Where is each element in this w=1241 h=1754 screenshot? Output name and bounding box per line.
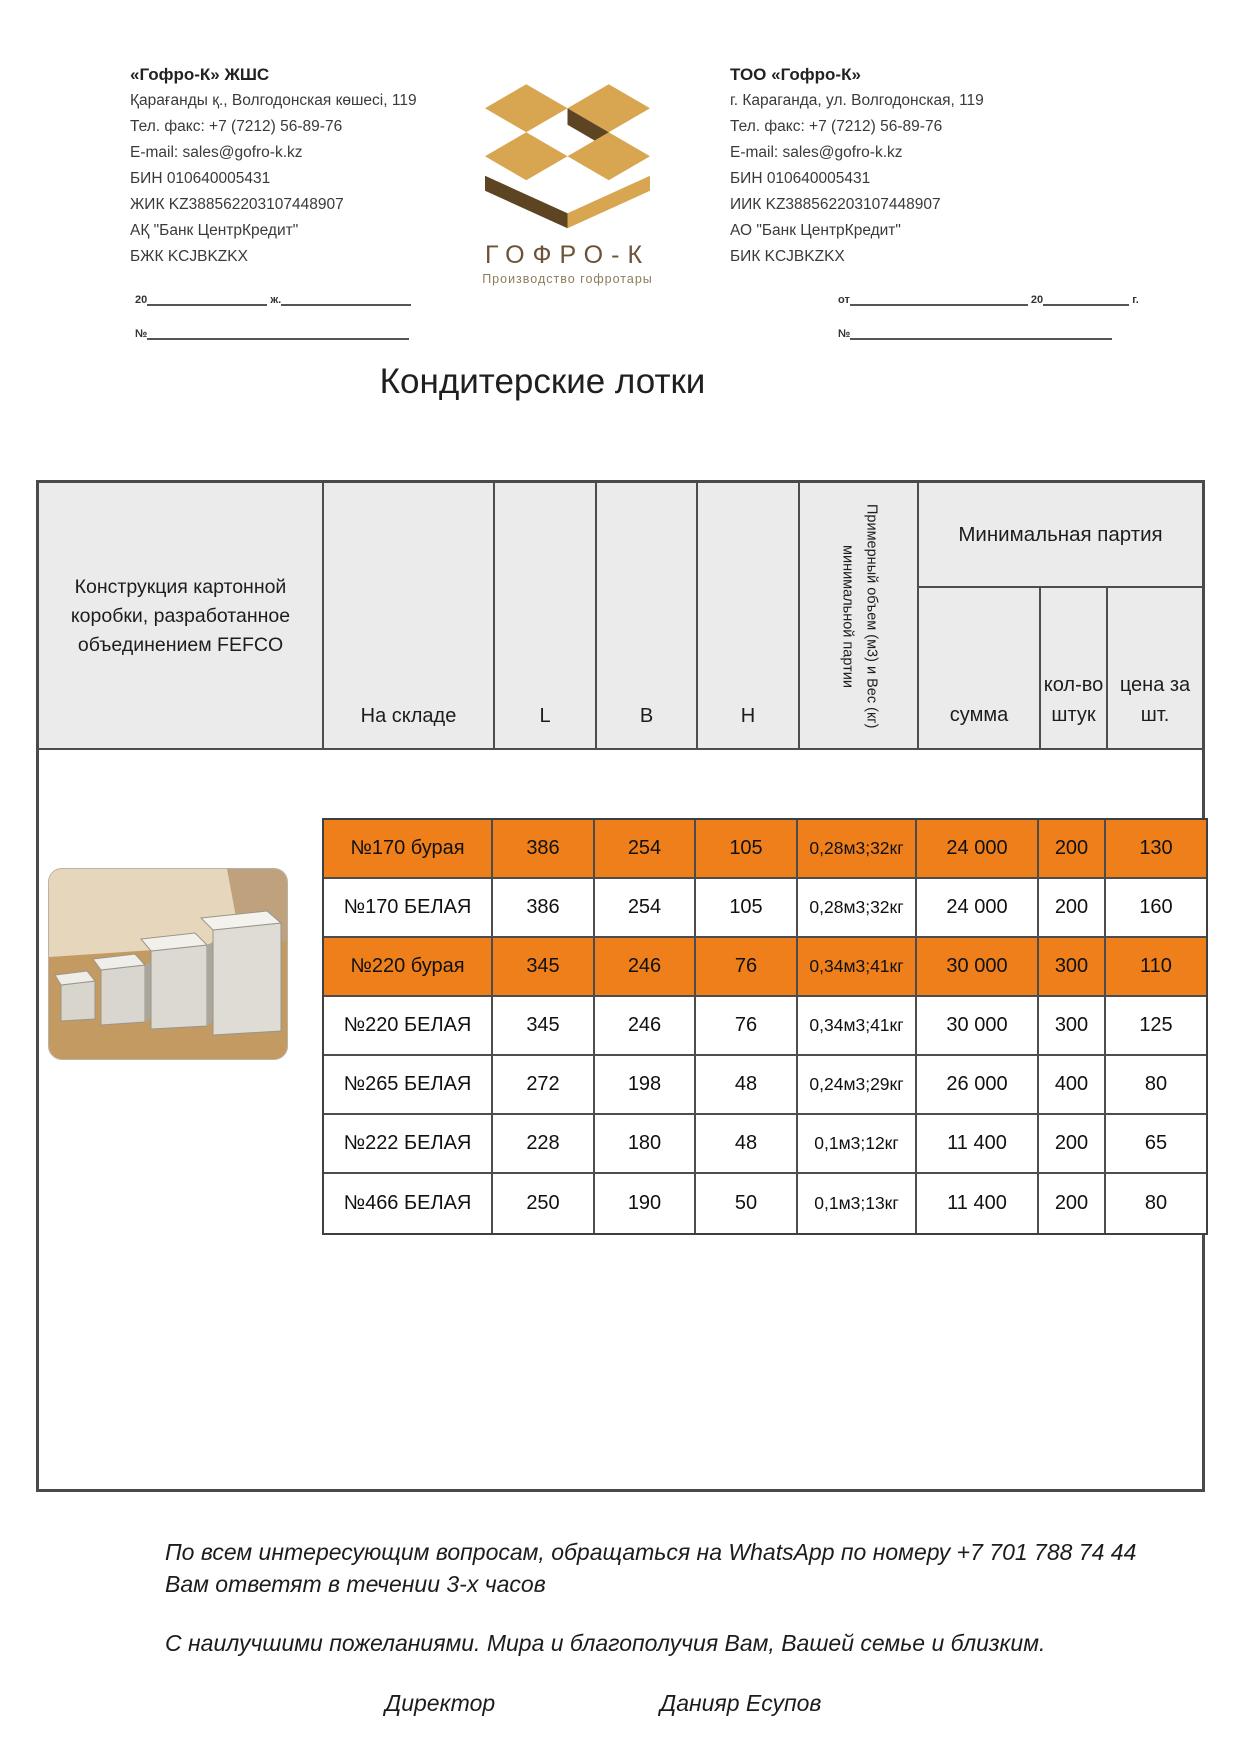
table-rows bbox=[322, 818, 1208, 1235]
cell-name: №170 бурая bbox=[324, 820, 493, 879]
cell-l: 228 bbox=[493, 1115, 595, 1174]
header-volume bbox=[798, 483, 917, 750]
cell-price: 80 bbox=[1144, 1192, 1168, 1214]
cell-h: 105 bbox=[696, 820, 798, 879]
cell-sum: 11 400 bbox=[917, 1174, 1039, 1233]
number-line-left bbox=[135, 328, 409, 340]
company-name-right: ТОО «Гофро-К» bbox=[730, 65, 861, 84]
company-info-right bbox=[730, 62, 1070, 270]
number-blank-line bbox=[147, 330, 409, 340]
cell-qty: 200 bbox=[1039, 879, 1106, 938]
cardboard-trays-image bbox=[49, 869, 288, 1060]
footer-wish: С наилучшими пожеланиями. Мира и благополучия Вам, Вашей семье и близким. bbox=[165, 1630, 1046, 1656]
header-construction: Конструкция картонной коробки, разработанное объединением FEFCO bbox=[70, 576, 291, 656]
cell-price: 160 bbox=[1106, 879, 1206, 938]
cell-price: 130 bbox=[1106, 820, 1206, 879]
logo-tagline: Производство гофротары bbox=[482, 272, 653, 286]
cell-vol: 0,1м3;12кг bbox=[798, 1115, 917, 1174]
company-account-right: ИИК KZ388562203107448907 bbox=[730, 196, 941, 213]
cell-qty: 200 bbox=[1039, 1174, 1106, 1233]
company-phone-right: Тел. факс: +7 (7212) 56-89-76 bbox=[730, 118, 943, 135]
product-photo bbox=[48, 868, 288, 1060]
company-phone-left: Тел. факс: +7 (7212) 56-89-76 bbox=[130, 118, 343, 135]
table-row bbox=[324, 1174, 1206, 1233]
date-year-suffix-left: ж. bbox=[270, 294, 282, 306]
cell-h: 76 bbox=[696, 997, 798, 1056]
table-header bbox=[39, 483, 1202, 750]
cell-b: 180 bbox=[595, 1115, 696, 1174]
cell-name: №265 БЕЛАЯ bbox=[324, 1056, 493, 1115]
table-row bbox=[324, 997, 1206, 1056]
date-from-right: от bbox=[838, 294, 850, 306]
cell-sum: 30 000 bbox=[917, 938, 1039, 997]
company-bank-left: АҚ "Банк ЦентрКредит" bbox=[130, 222, 299, 239]
cell-b: 246 bbox=[595, 997, 696, 1056]
cell-sum: 11 400 bbox=[917, 1115, 1039, 1174]
cell-h: 48 bbox=[696, 1056, 798, 1115]
cell-b: 254 bbox=[595, 820, 696, 879]
company-bin-left: БИН 010640005431 bbox=[130, 170, 271, 187]
footer-line-2: Вам ответят в течении 3-х часов bbox=[165, 1571, 546, 1597]
signature-name: Данияр Есупов bbox=[660, 1690, 822, 1716]
cell-b: 190 bbox=[595, 1174, 696, 1233]
date-blank-line bbox=[850, 296, 1028, 306]
cell-sum: 30 000 bbox=[917, 997, 1039, 1056]
table-row bbox=[324, 1056, 1206, 1115]
company-info-left bbox=[130, 62, 460, 270]
cell-vol: 0,34м3;41кг bbox=[798, 938, 917, 997]
cell-l: 345 bbox=[493, 938, 595, 997]
header-min-batch: Минимальная партия bbox=[917, 483, 1202, 588]
cell-sum: 24 000 bbox=[917, 820, 1039, 879]
cell-l: 386 bbox=[493, 820, 595, 879]
cell-b: 198 bbox=[595, 1056, 696, 1115]
cell-qty: 200 bbox=[1039, 820, 1106, 879]
cell-vol: 0,1м3;13кг bbox=[798, 1174, 917, 1233]
header-qty: кол-во штук bbox=[1039, 588, 1106, 750]
company-name-left: «Гофро-К» ЖШС bbox=[130, 65, 270, 84]
cell-vol: 0,28м3;32кг bbox=[798, 879, 917, 938]
cell-sum: 26 000 bbox=[917, 1056, 1039, 1115]
cell-h: 76 bbox=[696, 938, 798, 997]
footer-note bbox=[165, 1536, 1145, 1600]
header-dim-l: L bbox=[493, 483, 595, 750]
signature-role: Директор bbox=[385, 1690, 496, 1716]
cell-h: 48 bbox=[696, 1115, 798, 1174]
cell-name: №220 БЕЛАЯ bbox=[324, 997, 493, 1056]
company-address-left: Қарағанды қ., Волгодонская көшесі, 119 bbox=[130, 92, 417, 109]
cell-b: 246 bbox=[595, 938, 696, 997]
company-address-right: г. Караганда, ул. Волгодонская, 119 bbox=[730, 92, 984, 109]
cell-price: 65 bbox=[1106, 1115, 1206, 1174]
cell-price: 110 bbox=[1106, 938, 1206, 997]
header-sum: сумма bbox=[917, 588, 1039, 750]
cell-h: 50 bbox=[696, 1174, 798, 1233]
table-row bbox=[324, 879, 1206, 938]
cell-name: №170 БЕЛАЯ bbox=[324, 879, 493, 938]
number-prefix-left: № bbox=[135, 328, 148, 340]
cell-vol: 0,28м3;32кг bbox=[798, 820, 917, 879]
cell-qty: 400 bbox=[1039, 1056, 1106, 1115]
logo bbox=[440, 52, 695, 286]
date-year-prefix-left: 20 bbox=[135, 294, 148, 306]
cell-sum: 24 000 bbox=[917, 879, 1039, 938]
company-bik-left: БЖК KCJBKZKX bbox=[130, 248, 248, 265]
header-dim-b: B bbox=[595, 483, 696, 750]
cell-qty: 300 bbox=[1039, 938, 1106, 997]
company-email-right: E-mail: sales@gofro-k.kz bbox=[730, 144, 903, 161]
date-blank-line bbox=[281, 296, 411, 306]
company-bin-right: БИН 010640005431 bbox=[730, 170, 871, 187]
cell-l: 250 bbox=[493, 1174, 595, 1233]
cell-name: №466 БЕЛАЯ bbox=[324, 1174, 493, 1233]
header-stock: На складе bbox=[322, 483, 493, 750]
number-blank-line bbox=[850, 330, 1112, 340]
box-logo-icon bbox=[455, 52, 680, 232]
cell-name: №222 БЕЛАЯ bbox=[324, 1115, 493, 1174]
cell-b: 254 bbox=[595, 879, 696, 938]
cell-vol: 0,34м3;41кг bbox=[798, 997, 917, 1056]
header-price: цена за шт. bbox=[1106, 588, 1202, 750]
cell-vol: 0,24м3;29кг bbox=[798, 1056, 917, 1115]
date-blank-line bbox=[1043, 296, 1129, 306]
price-table bbox=[36, 480, 1205, 1492]
date-year-suffix-right: г. bbox=[1132, 294, 1139, 306]
company-account-left: ЖИК KZ388562203107448907 bbox=[130, 196, 344, 213]
cell-qty: 200 bbox=[1039, 1115, 1106, 1174]
company-bik-right: БИК KCJBKZKX bbox=[730, 248, 845, 265]
header-volume-text: Примерный объем (м3) и Вес (кг) минимальной партии bbox=[839, 504, 880, 729]
table-row bbox=[324, 938, 1206, 997]
cell-l: 386 bbox=[493, 879, 595, 938]
logo-name: ГОФРО-К bbox=[484, 241, 651, 269]
date-line-right bbox=[838, 294, 1139, 306]
table-row bbox=[324, 820, 1206, 879]
header-dim-h: H bbox=[696, 483, 798, 750]
cell-price: 125 bbox=[1106, 997, 1206, 1056]
cell-l: 272 bbox=[493, 1056, 595, 1115]
date-year-right: 20 bbox=[1030, 294, 1044, 306]
cell-h: 105 bbox=[696, 879, 798, 938]
footer-line-1: По всем интересующим вопросам, обращаться на WhatsApp по номеру +7 701 788 74 44 bbox=[165, 1539, 1137, 1565]
date-line-left bbox=[135, 294, 411, 306]
cell-price: 80 bbox=[1106, 1056, 1206, 1115]
table-row bbox=[324, 1115, 1206, 1174]
page-title: Кондитерские лотки bbox=[379, 362, 706, 401]
company-bank-right: АО "Банк ЦентрКредит" bbox=[730, 222, 901, 239]
company-email-left: E-mail: sales@gofro-k.kz bbox=[130, 144, 303, 161]
number-line-right bbox=[838, 328, 1112, 340]
cell-name: №220 бурая bbox=[324, 938, 493, 997]
date-blank-line bbox=[147, 296, 267, 306]
number-prefix-right: № bbox=[838, 328, 851, 340]
cell-qty: 300 bbox=[1039, 997, 1106, 1056]
cell-l: 345 bbox=[493, 997, 595, 1056]
